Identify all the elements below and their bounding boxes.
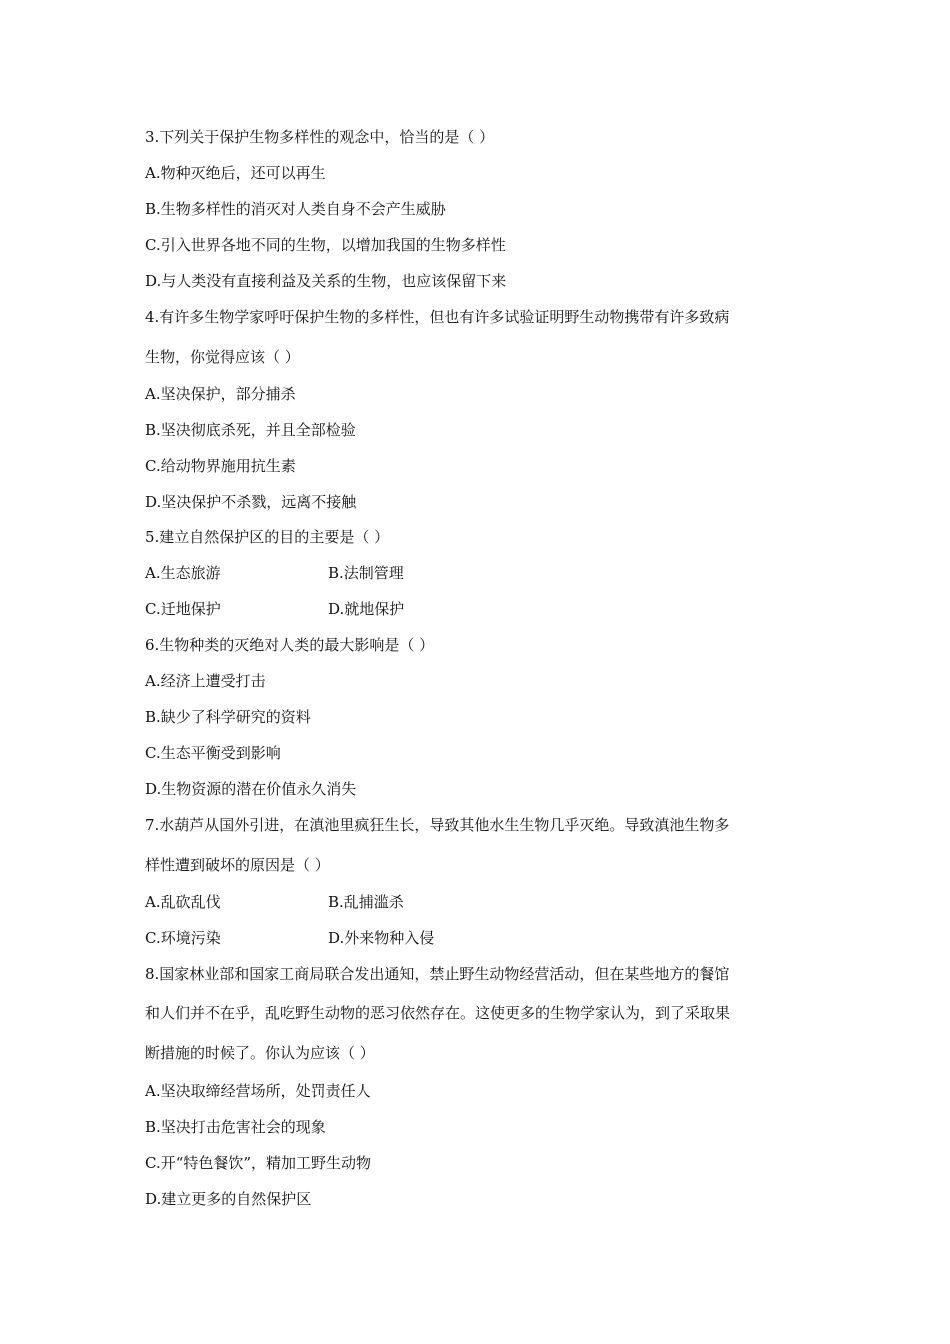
q8-option-d: D.建立更多的自然保护区 — [145, 1190, 312, 1208]
q7-stem-line-1: 7.水葫芦从国外引进，在滇池里疯狂生长，导致其他水生生物几乎灭绝。导致滇池生物多 — [145, 816, 730, 834]
q7-option-b: B.乱捕滥杀 — [328, 893, 404, 911]
q4-option-b: B.坚决彻底杀死，并且全部检验 — [145, 421, 356, 439]
q5-options-row-1 — [145, 561, 845, 585]
q4-option-a: A.坚决保护，部分捕杀 — [145, 385, 296, 403]
q3-option-d: D.与人类没有直接利益及关系的生物，也应该保留下来 — [145, 272, 507, 290]
q7-options-row-1 — [145, 890, 845, 914]
q3-option-c: C.引入世界各地不同的生物，以增加我国的生物多样性 — [145, 236, 506, 254]
q5-option-d: D.就地保护 — [328, 600, 405, 618]
q4-stem-line-1: 4.有许多生物学家呼吁保护生物的多样性，但也有许多试验证明野生动物携带有许多致病 — [145, 308, 730, 326]
q8-option-c: C.开“特色餐饮”，精加工野生动物 — [145, 1154, 372, 1172]
q6-option-c: C.生态平衡受到影响 — [145, 744, 281, 762]
q4-option-c: C.给动物界施用抗生素 — [145, 457, 296, 475]
q8-stem-line-3: 断措施的时候了。你认为应该（ ） — [145, 1044, 375, 1062]
q8-stem-line-2: 和人们并不在乎，乱吃野生动物的恶习依然存在。这使更多的生物学家认为，到了采取果 — [145, 1004, 731, 1022]
q7-stem-line-2: 样性遭到破坏的原因是（ ） — [145, 856, 330, 874]
q4-option-d: D.坚决保护不杀戮，远离不接触 — [145, 493, 357, 511]
q7-options-row-2 — [145, 926, 845, 950]
q3-option-b: B.生物多样性的消灭对人类自身不会产生威胁 — [145, 200, 446, 218]
q8-stem-line-1: 8.国家林业部和国家工商局联合发出通知，禁止野生动物经营活动，但在某些地方的餐馆 — [145, 965, 730, 983]
q8-option-a: A.坚决取缔经营场所，处罚责任人 — [145, 1082, 371, 1100]
q6-option-a: A.经济上遭受打击 — [145, 672, 266, 690]
q6-option-b: B.缺少了科学研究的资料 — [145, 708, 311, 726]
q6-option-d: D.生物资源的潜在价值永久消失 — [145, 780, 357, 798]
q3-option-a: A.物种灭绝后，还可以再生 — [145, 164, 326, 182]
q8-option-b: B.坚决打击危害社会的现象 — [145, 1118, 326, 1136]
q4-stem-line-2: 生物，你觉得应该（ ） — [145, 348, 300, 366]
q7-option-c: C.环境污染 — [145, 929, 221, 947]
q3-stem: 3.下列关于保护生物多样性的观念中，恰当的是（ ） — [145, 128, 495, 146]
q5-option-c: C.迁地保护 — [145, 600, 221, 618]
q6-stem: 6.生物种类的灭绝对人类的最大影响是（ ） — [145, 636, 435, 654]
q5-stem: 5.建立自然保护区的目的主要是（ ） — [145, 528, 390, 546]
q7-option-a: A.乱砍乱伐 — [145, 893, 221, 911]
q5-option-a: A.生态旅游 — [145, 564, 221, 582]
q7-option-d: D.外来物种入侵 — [328, 929, 435, 947]
q5-option-b: B.法制管理 — [328, 564, 404, 582]
q5-options-row-2 — [145, 597, 845, 621]
